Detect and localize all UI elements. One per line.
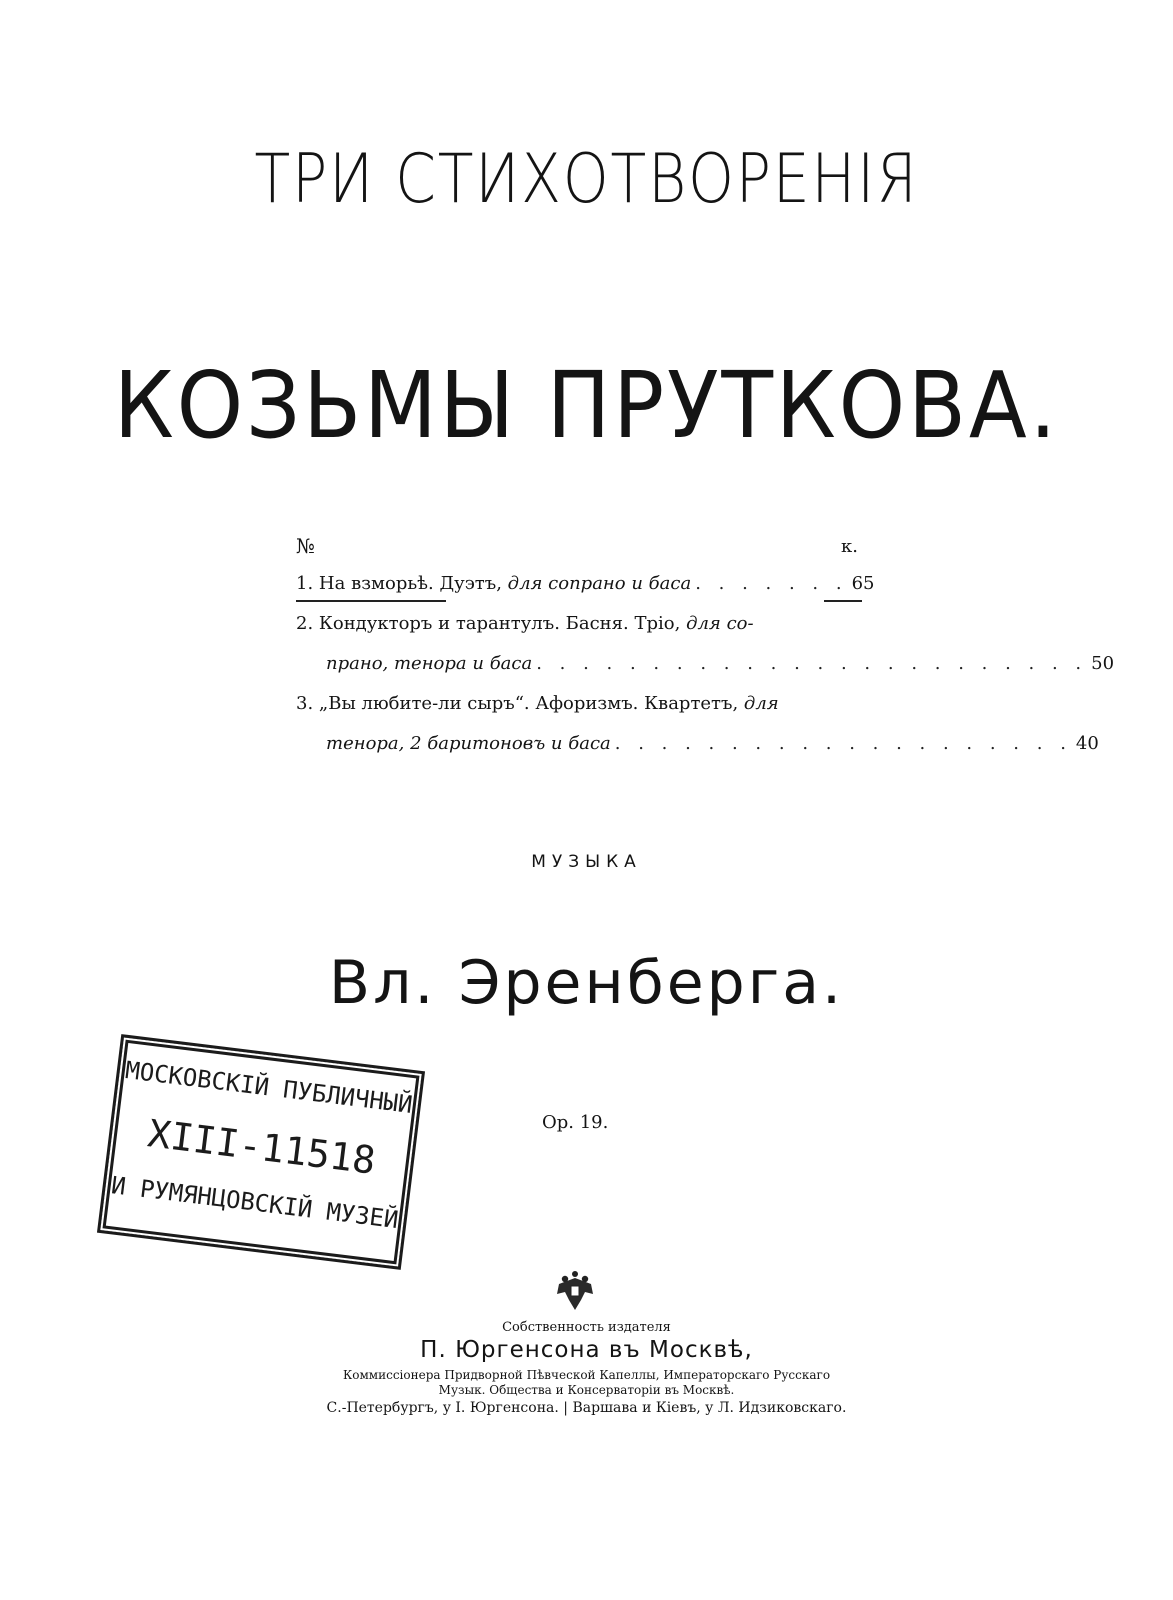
item-price: 65: [851, 573, 875, 594]
leader-dots: . . . . . . .: [695, 573, 848, 594]
leader-dots: . . . . . . . . . . . . . . . . . . . .: [614, 733, 1072, 754]
stamp-line-3: И РУМЯНЦОВСКІЙ МУЗЕЙ: [109, 1171, 400, 1235]
toc-item-continuation: [296, 724, 1099, 764]
publisher-name: П. Юргенсона въ Москвѣ,: [420, 1337, 753, 1363]
item-title: „Вы любите-ли сыръ“. Афоризмъ. Квартетъ,: [318, 693, 739, 714]
item-voices: для сопрано и баса: [507, 573, 692, 594]
item-number: 2.: [296, 613, 314, 634]
publisher-line-2: Музык. Общества и Консерваторіи въ Москвѣ.: [438, 1383, 735, 1397]
toc-item-continuation: [296, 644, 1115, 684]
underline: [296, 600, 446, 602]
item-voices: для со-: [686, 613, 754, 634]
leader-dots: . . . . . . . . . . . . . . . . . . . . . . . .: [536, 653, 1088, 674]
item-voices: тенора, 2 баритоновъ и баса: [326, 733, 611, 754]
toc-header: [296, 534, 862, 564]
music-label: МУЗЫКА: [531, 852, 642, 872]
price-header: к.: [841, 536, 858, 557]
item-title: На взморьѣ. Дуэтъ,: [318, 573, 502, 594]
opus-number: Op. 19.: [542, 1112, 609, 1133]
double-headed-eagle-icon: [555, 1268, 595, 1312]
number-header: №: [296, 534, 315, 558]
stamp-line-1: МОСКОВСКІЙ ПУБЛИЧНЫЙ: [123, 1055, 415, 1119]
table-of-contents: [296, 534, 1115, 764]
item-voices: прано, тенора и баса: [326, 653, 533, 674]
item-number: 1.: [296, 573, 314, 594]
title-line-1: ТРИ СТИХОТВОРЕНІЯ: [254, 140, 919, 219]
underline: [824, 600, 862, 602]
title-line-2: КОЗЬМЫ ПРУТКОВА.: [113, 352, 1060, 459]
library-stamp: [97, 1034, 425, 1270]
item-price: 40: [1075, 733, 1099, 754]
item-voices: для: [743, 693, 779, 714]
item-price: 50: [1091, 653, 1115, 674]
toc-item: [296, 604, 862, 644]
stamp-line-2: XIII-11518: [145, 1111, 378, 1183]
item-number: 3.: [296, 693, 314, 714]
item-title: Кондукторъ и тарантулъ. Басня. Тріо,: [318, 613, 681, 634]
toc-item: [296, 684, 862, 724]
ownership-text: Собственность издателя: [502, 1320, 671, 1335]
toc-item: [296, 564, 875, 604]
composer-name: Вл. Эренберга.: [328, 948, 845, 1018]
publisher-line-1: Коммиссіонера Придворной Пѣвческой Капеллы, Императорскаго Русскаго: [342, 1368, 831, 1382]
publisher-line-3: С.-Петербургъ, у І. Юргенсона. | Варшава и Кіевъ, у Л. Идзиковскаго.: [326, 1400, 847, 1416]
